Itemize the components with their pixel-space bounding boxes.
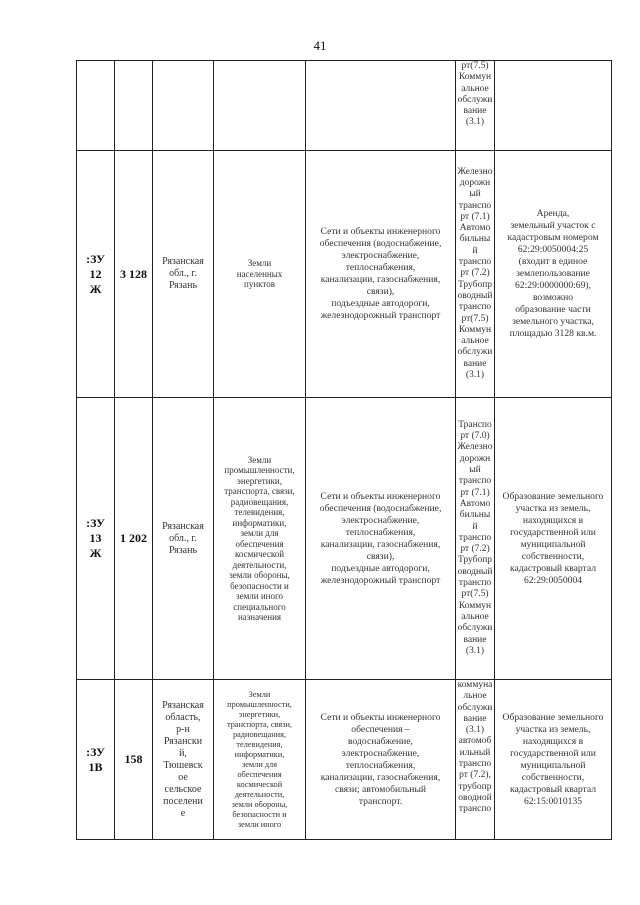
plot-location-line: ое bbox=[178, 771, 188, 783]
planned-objects-line: транспорт. bbox=[358, 795, 403, 807]
land-category-line: земли обороны, bbox=[231, 799, 288, 809]
plot-note-line: кадастровый квартал bbox=[509, 783, 597, 795]
plot-note-line: (входит в единое bbox=[518, 256, 588, 267]
plot-note bbox=[495, 680, 612, 840]
planned-objects-line: водоснабжение, bbox=[348, 735, 413, 747]
land-category bbox=[214, 398, 306, 680]
permitted-use-line: Автомо bbox=[459, 498, 491, 509]
permitted-use-line: ый bbox=[469, 189, 481, 200]
permitted-use-line: Железно bbox=[457, 442, 493, 453]
plot-location bbox=[153, 398, 214, 680]
plot-location-line: й, bbox=[179, 747, 187, 759]
permitted-use-line: оводный bbox=[457, 290, 493, 301]
permitted-use-line: й bbox=[472, 245, 478, 256]
permitted-use-line: (3.1) bbox=[465, 725, 485, 736]
land-category-line: телевидения, bbox=[234, 507, 285, 517]
permitted-use bbox=[456, 398, 495, 680]
land-category-line: безопасности и bbox=[232, 809, 287, 819]
land-category-line: безопасности и bbox=[230, 580, 289, 591]
plot-id bbox=[77, 151, 115, 398]
permitted-use-line: Трубопр bbox=[457, 279, 493, 290]
plot-id-line: :ЗУ bbox=[86, 516, 105, 530]
permitted-use-line: рт (7.1) bbox=[460, 211, 490, 222]
permitted-use-line: вание bbox=[463, 358, 487, 369]
land-category-line: обеспечения bbox=[235, 538, 284, 549]
plot-location bbox=[153, 680, 214, 840]
permitted-use-line: Коммун bbox=[458, 324, 492, 335]
planned-objects-line: теплоснабжения, bbox=[345, 526, 416, 538]
plot-note-line: образование части bbox=[515, 304, 591, 315]
permitted-use-line: ильный bbox=[459, 747, 491, 758]
permitted-use-line: альное bbox=[461, 83, 489, 94]
land-category-line: земли иного bbox=[236, 591, 283, 601]
plot-note-line: государственной или bbox=[510, 747, 596, 759]
permitted-use-line: рт (7.2), bbox=[459, 770, 491, 781]
plot-area: 1 202 bbox=[115, 398, 153, 680]
permitted-use-line: обслужи bbox=[457, 623, 493, 634]
permitted-use-line: альное bbox=[461, 611, 489, 622]
plot-note-line: кадастровый квартал bbox=[509, 562, 597, 574]
plot-note bbox=[495, 151, 612, 398]
permitted-use-line: рт (7.2) bbox=[460, 268, 490, 279]
planned-objects-line: связи), bbox=[366, 286, 395, 297]
plot-note-line: земельного участка, bbox=[512, 316, 594, 327]
permitted-use-line: вание bbox=[463, 713, 487, 724]
permitted-use-line: бильны bbox=[459, 234, 491, 245]
plot-location-line: е bbox=[180, 807, 186, 819]
plot-location-line: обл., г. bbox=[169, 268, 197, 279]
plot-note-line: площадью 3128 кв.м. bbox=[509, 328, 597, 339]
plot-note-line: возможно bbox=[532, 292, 574, 303]
land-category-line: радиовещания, bbox=[230, 496, 289, 507]
planned-objects-line: подъездные автодороги, bbox=[331, 562, 430, 574]
planned-objects-line: обеспечения (водоснабжение, bbox=[319, 238, 442, 249]
land-category-line: земли обороны, bbox=[229, 570, 290, 580]
permitted-use-line: Коммун bbox=[458, 72, 492, 83]
planned-objects-line: Сети и объекты инженерного bbox=[320, 711, 441, 723]
permitted-use-line: Автомо bbox=[459, 223, 491, 234]
plot-id-line: 13 bbox=[89, 531, 102, 545]
plot-location-line: Рязанская bbox=[162, 520, 204, 532]
land-category-line: Земли bbox=[247, 258, 272, 269]
permitted-use-line: Железно bbox=[457, 166, 493, 177]
land-category-line: энергетики, bbox=[237, 475, 282, 486]
permitted-use-line: рт (7.1) bbox=[460, 487, 490, 498]
land-category-line: транспорта, связи, bbox=[227, 719, 292, 729]
land-category-line: пунктов bbox=[244, 279, 275, 290]
planned-objects-line: железнодорожный транспорт bbox=[320, 574, 441, 586]
plot-note-line: кадастровым номером bbox=[507, 232, 599, 243]
land-category bbox=[214, 61, 306, 151]
plot-note-line: муниципальной bbox=[520, 538, 586, 550]
land-category-line: назначения bbox=[237, 612, 282, 622]
land-category-line: информатики, bbox=[232, 517, 287, 528]
plot-note-line: муниципальной bbox=[520, 759, 586, 771]
permitted-use-line: обслужи bbox=[457, 702, 493, 713]
land-category-line: космической bbox=[234, 549, 285, 559]
planned-objects-line: канализации, газоснабжения, bbox=[320, 274, 441, 285]
plot-location-line: Рязанская bbox=[162, 256, 204, 267]
land-category-line: космической bbox=[236, 779, 283, 789]
permitted-use-line: оводной bbox=[458, 792, 492, 803]
permitted-use-line: (3.1) bbox=[465, 370, 485, 381]
permitted-use-line: Трубопр bbox=[457, 555, 493, 566]
plot-location-line: Рязанская bbox=[162, 699, 204, 711]
permitted-use bbox=[456, 61, 495, 151]
planned-objects-line: связи; автомобильный bbox=[334, 783, 427, 795]
permitted-use-line: транспо bbox=[458, 759, 492, 770]
plot-location-line: область, bbox=[165, 711, 201, 723]
land-category-line: обеспечения bbox=[237, 769, 282, 779]
plot-location-line: обл., г. bbox=[169, 532, 197, 544]
permitted-use-line: (3.1) bbox=[465, 645, 485, 656]
permitted-use-line: транспо bbox=[458, 804, 492, 815]
plot-location-line: Рязань bbox=[168, 280, 198, 291]
plot-note-line: 62:29:0050004 bbox=[523, 574, 583, 586]
page-number: 41 bbox=[313, 38, 327, 53]
plot-id-line: :ЗУ bbox=[86, 251, 105, 266]
plot-id-line: :ЗУ bbox=[86, 744, 105, 759]
planned-objects-line: связи), bbox=[366, 550, 395, 562]
permitted-use-line: дорожн bbox=[459, 453, 491, 464]
land-category bbox=[214, 680, 306, 840]
permitted-use-line: коммуна bbox=[457, 680, 493, 690]
table-row bbox=[77, 151, 612, 398]
planned-objects bbox=[306, 398, 456, 680]
plot-note bbox=[495, 61, 612, 151]
plot-note-line: землепользование bbox=[516, 268, 590, 279]
permitted-use-line: льное bbox=[463, 691, 487, 702]
permitted-use-line: рт (7.2) bbox=[460, 544, 490, 555]
plot-note-line: находящихся в bbox=[522, 735, 584, 747]
planned-objects-line: Сети и объекты инженерного bbox=[320, 490, 441, 502]
land-category-line: радиовещания, bbox=[232, 729, 287, 739]
plot-location-line: Рязански bbox=[163, 735, 203, 747]
land-category-line: земли для bbox=[241, 759, 278, 769]
permitted-use-line: рт(7.5) bbox=[461, 61, 489, 71]
permitted-use-line: обслужи bbox=[457, 347, 493, 358]
plot-note-line: Образование земельного bbox=[502, 711, 604, 723]
land-category-line: Земли bbox=[247, 454, 272, 465]
planned-objects-line: электроснабжение, bbox=[341, 250, 420, 261]
table-row bbox=[77, 680, 612, 840]
plot-note bbox=[495, 398, 612, 680]
plot-note-line: 62:29:0050004:25 bbox=[517, 244, 589, 255]
permitted-use-line: ый bbox=[469, 465, 481, 476]
permitted-use-line: транспо bbox=[458, 257, 492, 268]
planned-objects-line: электроснабжение, bbox=[341, 514, 420, 526]
land-category-line: деятельности, bbox=[232, 559, 287, 570]
land-category-line: телевидения, bbox=[236, 739, 283, 749]
table-row bbox=[77, 61, 612, 151]
planned-objects-line: электроснабжение, bbox=[341, 747, 420, 759]
land-category-line: населенных bbox=[236, 268, 283, 279]
permitted-use bbox=[456, 151, 495, 398]
plot-location bbox=[153, 61, 214, 151]
plot-note-line: участка из земель, bbox=[515, 723, 591, 735]
plot-id-line: 1В bbox=[88, 759, 103, 774]
permitted-use-line: транспо bbox=[458, 476, 492, 487]
permitted-use-line: вание bbox=[463, 634, 487, 645]
plot-id bbox=[77, 398, 115, 680]
plot-location-line: сельское bbox=[164, 783, 202, 795]
permitted-use-line: Коммун bbox=[458, 600, 492, 611]
land-category bbox=[214, 151, 306, 398]
permitted-use-line: транспо bbox=[458, 200, 492, 211]
land-category-line: земли для bbox=[240, 528, 279, 538]
plot-area: 3 128 bbox=[115, 151, 153, 398]
land-category-line: специального bbox=[233, 601, 286, 612]
plot-id-line: Ж bbox=[89, 546, 102, 560]
permitted-use bbox=[456, 680, 495, 840]
land-category-line: промышленности, bbox=[224, 465, 295, 475]
planned-objects-line: обеспечения (водоснабжение, bbox=[319, 502, 442, 514]
plot-id bbox=[77, 680, 115, 840]
land-category-line: земли иного bbox=[237, 819, 282, 829]
planned-objects-line: канализации, газоснабжения, bbox=[320, 771, 441, 783]
permitted-use-line: Транспо bbox=[458, 419, 492, 430]
permitted-use-line: рт(7.5) bbox=[461, 313, 489, 324]
land-category-line: энергетики, bbox=[238, 709, 281, 719]
permitted-use-line: рт(7.5) bbox=[461, 589, 489, 600]
land-category-line: информатики, bbox=[234, 749, 285, 759]
permitted-use-line: вание bbox=[463, 106, 487, 117]
planned-objects bbox=[306, 61, 456, 151]
plot-note-line: Образование земельного bbox=[502, 490, 604, 502]
plot-location-line: поселени bbox=[163, 795, 203, 807]
planned-objects-line: теплоснабжения, bbox=[345, 759, 416, 771]
planned-objects bbox=[306, 151, 456, 398]
plot-note-line: Аренда, bbox=[536, 208, 570, 219]
permitted-use-line: дорожн bbox=[459, 177, 491, 188]
permitted-use-line: трубопр bbox=[458, 781, 492, 792]
permitted-use-line: оводный bbox=[457, 566, 493, 577]
plot-id-line: 12 bbox=[89, 266, 102, 281]
plot-note-line: собственности, bbox=[521, 550, 585, 562]
plot-note-line: собственности, bbox=[521, 771, 585, 783]
planned-objects-line: железнодорожный транспорт bbox=[320, 310, 441, 321]
plot-note-line: 62:29:0000000:69), bbox=[515, 280, 591, 291]
land-category-line: Земли bbox=[248, 689, 271, 699]
land-category-line: транспорта, связи, bbox=[224, 486, 295, 496]
permitted-use-line: транспо bbox=[458, 578, 492, 589]
permitted-use-line: обслужи bbox=[457, 94, 493, 105]
permitted-use-line: альное bbox=[461, 336, 489, 347]
plot-location-line: Тюшевск bbox=[163, 759, 203, 771]
plot-note-line: 62:15:0010135 bbox=[523, 795, 583, 807]
permitted-use-line: рт (7.0) bbox=[460, 431, 490, 442]
planned-objects-line: подъездные автодороги, bbox=[331, 298, 430, 309]
land-category-line: деятельности, bbox=[234, 789, 285, 799]
plot-note-line: государственной или bbox=[510, 526, 596, 538]
planned-objects-line: канализации, газоснабжения, bbox=[320, 538, 441, 550]
plot-location-line: Рязань bbox=[168, 544, 198, 556]
plot-id-line: Ж bbox=[89, 281, 102, 296]
plot-area: 158 bbox=[115, 680, 153, 840]
plot-note-line: участка из земель, bbox=[515, 502, 591, 514]
planned-objects-line: обеспечения – bbox=[351, 723, 410, 735]
land-plots-table bbox=[76, 60, 612, 840]
plot-location bbox=[153, 151, 214, 398]
permitted-use-line: (3.1) bbox=[465, 117, 485, 128]
permitted-use-line: транспо bbox=[458, 532, 492, 543]
land-category-line: промышленности, bbox=[227, 699, 292, 709]
planned-objects-line: теплоснабжения, bbox=[345, 262, 416, 273]
planned-objects bbox=[306, 680, 456, 840]
plot-id bbox=[77, 61, 115, 151]
permitted-use-line: автомоб bbox=[458, 736, 492, 747]
permitted-use-line: бильны bbox=[459, 510, 491, 521]
planned-objects-line: Сети и объекты инженерного bbox=[320, 226, 441, 237]
plot-location-line: р-н bbox=[176, 723, 190, 735]
plot-note-line: земельный участок с bbox=[510, 220, 596, 231]
plot-area bbox=[115, 61, 153, 151]
permitted-use-line: й bbox=[472, 521, 478, 532]
plot-note-line: находящихся в bbox=[522, 514, 584, 526]
permitted-use-line: транспо bbox=[458, 302, 492, 313]
table-row bbox=[77, 398, 612, 680]
